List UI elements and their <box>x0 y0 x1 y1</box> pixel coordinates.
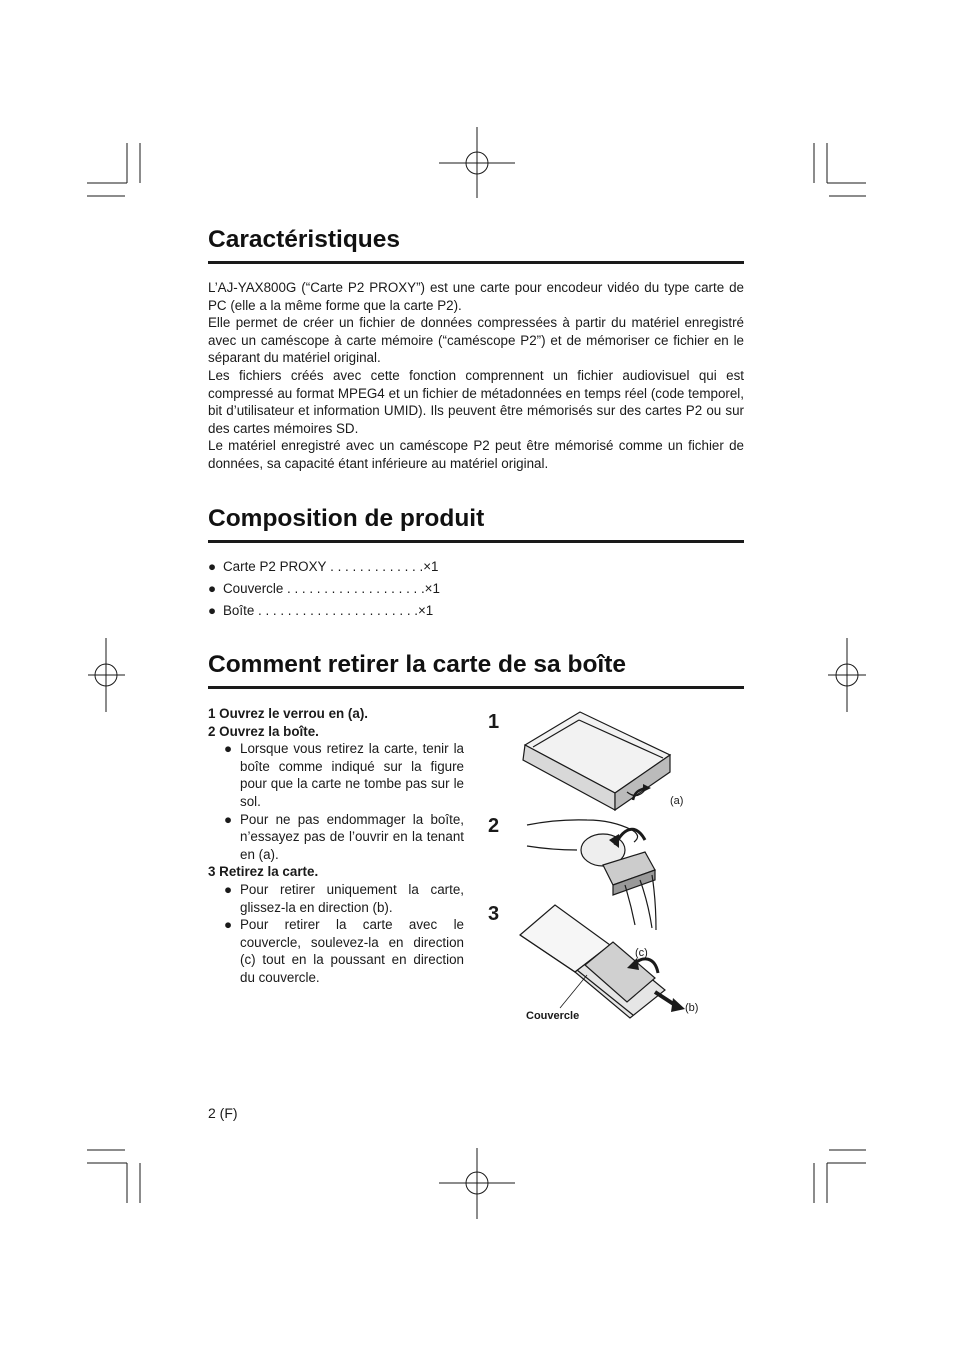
step-bullet <box>208 881 464 916</box>
label-a: (a) <box>670 795 684 807</box>
bullet-icon: ● <box>224 881 233 897</box>
step-bullet <box>208 740 464 810</box>
bullet-icon: ● <box>224 811 233 827</box>
list-item <box>208 558 440 580</box>
step-bullet <box>208 811 464 864</box>
list-item <box>208 580 440 602</box>
bullet-icon: ● <box>208 581 217 596</box>
features-paragraph: L’AJ-YAX800G (“Carte P2 PROXY”) est une carte pour encodeur vidéo du type carte de PC (elle a la même forme que la carte P2). <box>208 280 744 313</box>
features-title: Caractéristiques <box>208 225 744 264</box>
list-item <box>208 602 440 624</box>
item-name: Carte P2 PROXY <box>223 559 327 574</box>
label-c: (c) <box>635 947 648 959</box>
item-leader: . . . . . . . . . . . . . . . . . . . <box>283 581 425 596</box>
card-box-illustration <box>515 700 715 1030</box>
features-paragraph: Elle permet de créer un fichier de données compressées à partir du matériel enregistré avec un caméscope à carte mémoire (“caméscope P2”) et de mémoriser ce fichier en le séparant du matériel original. <box>208 315 744 366</box>
figure-step-number: 3 <box>488 903 500 925</box>
item-leader: . . . . . . . . . . . . . . . . . . . . . . <box>254 603 418 618</box>
step-title: 2 Ouvrez la boîte. <box>208 723 319 739</box>
item-qty: ×1 <box>424 581 440 596</box>
bullet-icon: ● <box>208 603 217 618</box>
item-name: Boîte <box>223 603 255 618</box>
step-bullet-text: Pour retirer uniquement la carte, glissez-la en direction (b). <box>240 881 464 915</box>
features-paragraph: Les fichiers créés avec cette fonction comprennent un fichier audiovisuel qui est compressé au format MPEG4 et un fichier de métadonnées en temps réel (code temporel, bit d’utilisateur et information UMID). Ils peuvent être mémorisés sur des cartes P2 ou sur des cartes mémoires SD. <box>208 367 744 436</box>
item-qty: ×1 <box>417 603 434 618</box>
item-name: Couvercle <box>223 581 284 596</box>
contents-title: Composition de produit <box>208 504 744 543</box>
figure-step-number: 2 <box>488 815 500 837</box>
removal-steps <box>208 705 464 987</box>
step-bullet-text: Pour ne pas endommager la boîte, n’essayez pas de l’ouvrir en la tenant en (a). <box>240 811 464 862</box>
figure-step-number: 1 <box>488 711 500 733</box>
label-cover: Couvercle <box>526 1010 580 1022</box>
features-body <box>208 279 744 473</box>
removal-title: Comment retirer la carte de sa boîte <box>208 650 744 689</box>
step-bullet-text: Lorsque vous retirez la carte, tenir la boîte comme indiqué sur la figure pour que la carte ne tombe pas sur le sol. <box>240 741 464 809</box>
bullet-icon: ● <box>224 917 233 933</box>
bullet-icon: ● <box>208 559 217 574</box>
item-leader: . . . . . . . . . . . . . <box>326 559 424 574</box>
page-number: 2 (F) <box>208 1105 238 1121</box>
step-bullet-text: Pour retirer la carte avec le couvercle, soulevez-la en direction (c) tout en la poussant en direction du couvercle. <box>240 917 464 985</box>
step-title: 1 Ouvrez le verrou en (a). <box>208 706 369 721</box>
step-title: 3 Retirez la carte. <box>208 864 319 880</box>
contents-list <box>208 558 440 624</box>
item-qty: ×1 <box>423 559 439 574</box>
features-paragraph: Le matériel enregistré avec un caméscope P2 peut être mémorisé comme un fichier de données, sa capacité étant inférieure au matériel original. <box>208 438 744 471</box>
step-bullet <box>208 916 464 986</box>
label-b: (b) <box>685 1002 699 1014</box>
bullet-icon: ● <box>224 741 233 757</box>
